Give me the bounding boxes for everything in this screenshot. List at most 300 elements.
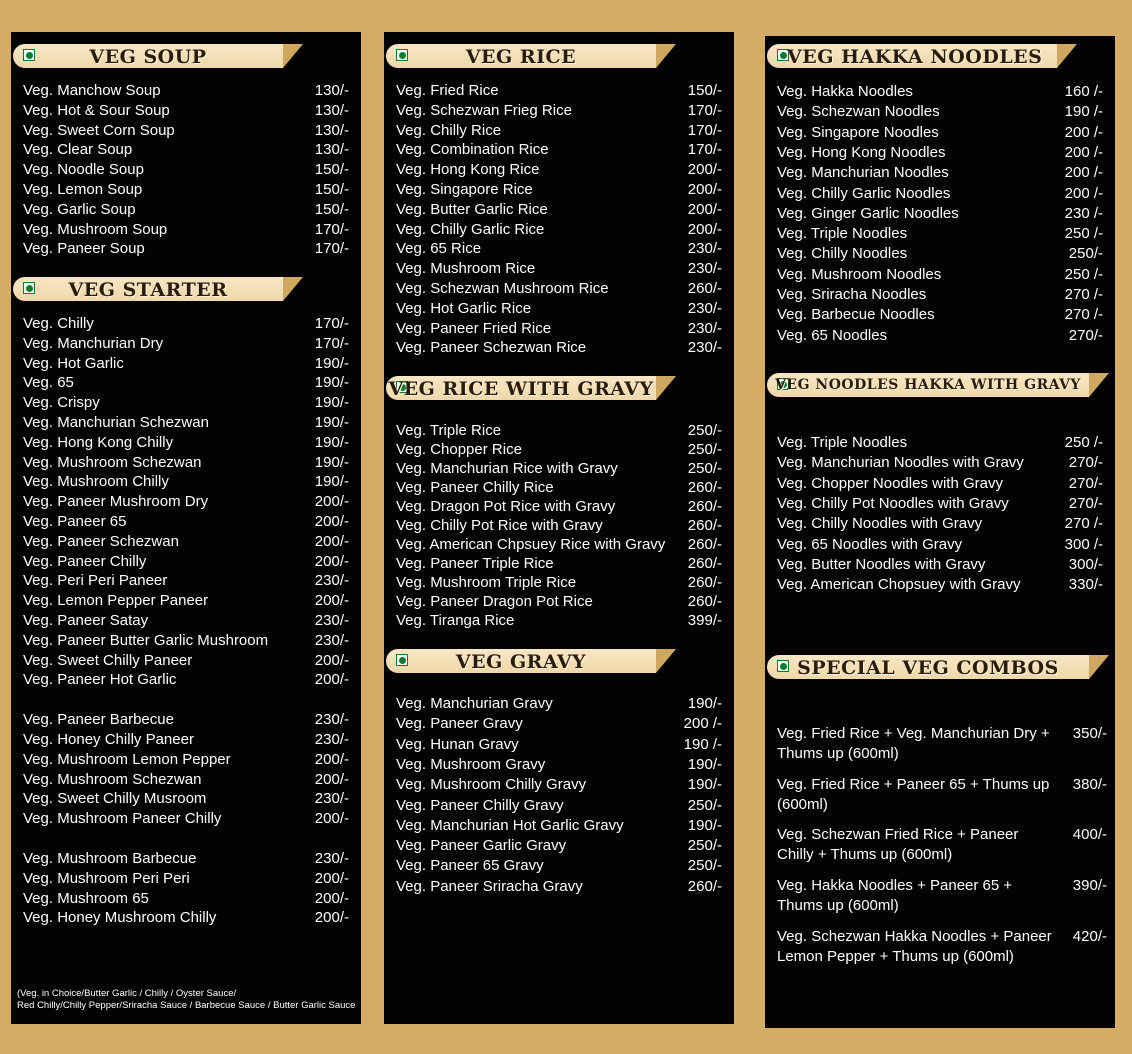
item-name: Veg. Paneer Hot Garlic: [23, 671, 177, 689]
item-price: 230/-: [314, 572, 349, 590]
item-name: Veg. Chilly Pot Noodles with Gravy: [777, 494, 1009, 512]
menu-item: [396, 180, 722, 200]
item-name: Veg. Clear Soup: [23, 141, 133, 159]
item-name: Veg. 65 Noodles with Gravy: [777, 535, 963, 553]
section-title: VEG STARTER: [68, 279, 228, 301]
section-banner-veg-noodles-hakka-with-gravy: [767, 373, 1089, 397]
section-banner-veg-rice-with-gravy: [386, 376, 656, 400]
menu-item: [23, 889, 349, 909]
item-price: 250 /-: [1064, 265, 1103, 283]
menu-item: [23, 512, 349, 532]
menu-item: [777, 474, 1103, 494]
item-name: Veg. Mushroom Schezwan: [23, 770, 202, 788]
item-price: 200 /-: [1064, 164, 1103, 182]
item-name: Veg. Schezwan Frieg Rice: [396, 101, 572, 119]
section-banner-veg-hakka-noodles: [767, 44, 1057, 68]
item-name: Veg. Butter Noodles with Gravy: [777, 555, 986, 573]
item-price: 230/-: [314, 711, 349, 729]
menu-item: [396, 836, 722, 856]
menu-item: [396, 478, 722, 498]
item-price: 260/-: [687, 536, 722, 553]
item-name: Veg. Paneer Dragon Pot Rice: [396, 593, 593, 610]
item-price: 260/-: [687, 517, 722, 534]
menu-item: [777, 494, 1103, 514]
item-name: Veg. Triple Rice: [396, 422, 502, 439]
menu-item: [396, 140, 722, 160]
item-price: 270/-: [1068, 454, 1103, 472]
item-name: Veg. 65: [23, 374, 74, 392]
menu-item: [396, 160, 722, 180]
item-name: Veg. Chilly Pot Rice with Gravy: [396, 517, 603, 534]
menu-item: [23, 314, 349, 334]
item-name: Veg. Hot & Sour Soup: [23, 101, 170, 119]
item-price: 130/-: [314, 121, 349, 139]
item-price: 150/-: [314, 161, 349, 179]
item-price: 130/-: [314, 141, 349, 159]
item-name: Veg. Paneer Soup: [23, 240, 145, 258]
item-name: Veg. Paneer Mushroom Dry: [23, 493, 209, 511]
item-price: 270/-: [1068, 326, 1103, 344]
combo-price: 420/-: [1072, 927, 1107, 945]
item-price: 190/-: [314, 433, 349, 451]
item-name: Veg. Manchurian Noodles: [777, 164, 949, 182]
item-name: Veg. Garlic Soup: [23, 200, 136, 218]
menu-item: [777, 224, 1103, 244]
menu-item: [777, 285, 1103, 305]
item-price: 170/-: [687, 141, 722, 159]
item-price: 270/-: [1068, 474, 1103, 492]
menu-item: [23, 393, 349, 413]
item-price: 330/-: [1068, 576, 1103, 594]
item-name: Veg. Hong Kong Noodles: [777, 143, 946, 161]
item-name: Veg. Schezwan Noodles: [777, 103, 940, 121]
menu-item: [396, 200, 722, 220]
item-name: Veg. Mushroom Lemon Pepper: [23, 750, 231, 768]
item-name: Veg. Noodle Soup: [23, 161, 144, 179]
menu-item: [23, 611, 349, 631]
item-name: Veg. Hunan Gravy: [396, 735, 519, 753]
menu-item: [23, 651, 349, 671]
item-name: Veg. Singapore Noodles: [777, 123, 939, 141]
combo-price: 350/-: [1072, 725, 1107, 742]
note-line: (Veg. in Choice/Butter Garlic / Chilly / Oyster Sauce/: [17, 988, 237, 999]
item-price: 399/-: [687, 612, 722, 629]
combo-name: Veg. Schezwan Hakka Noodles + Paneer Lemon Pepper + Thums up (600ml): [777, 927, 1052, 965]
menu-item: [23, 730, 349, 750]
item-name: Veg. American Chopsuey with Gravy: [777, 576, 1021, 594]
menu-item: [396, 101, 722, 121]
combo-price: 390/-: [1072, 877, 1107, 895]
menu-item: [23, 220, 349, 240]
item-name: Veg. Manchurian Dry: [23, 334, 164, 352]
menu-item: [396, 81, 722, 101]
item-price: 200/-: [687, 220, 722, 238]
item-name: Veg. Mushroom Schezwan: [23, 453, 202, 471]
menu-item: [396, 421, 722, 441]
menu-item: [23, 908, 349, 928]
menu-item: [396, 279, 722, 299]
menu-item: [396, 611, 722, 631]
menu-item: [396, 694, 722, 714]
section-banner-veg-gravy: [386, 649, 656, 673]
item-price: 230/-: [687, 299, 722, 317]
menu-item: [777, 184, 1103, 204]
item-name: Veg. Paneer 65: [23, 513, 127, 530]
menu-item: [396, 735, 722, 755]
menu-column-1: [11, 32, 361, 1024]
menu-item: [23, 239, 349, 259]
item-price: 230/-: [687, 260, 722, 278]
menu-item: [777, 143, 1103, 163]
item-price: 170/-: [314, 334, 349, 352]
item-price: 200/-: [314, 671, 349, 689]
item-name: Veg. Crispy: [23, 394, 100, 412]
menu-item: [23, 433, 349, 453]
item-price: 190/-: [687, 816, 722, 834]
combo-item: [777, 775, 1107, 815]
item-price: 170/-: [314, 220, 349, 238]
section-title: VEG SOUP: [89, 46, 207, 68]
item-name: Veg. Manchurian Schezwan: [23, 414, 209, 431]
item-price: 150/-: [314, 200, 349, 218]
item-name: Veg. Mushroom 65: [23, 889, 149, 907]
item-price: 250/-: [687, 837, 722, 855]
item-price: 250/-: [687, 460, 722, 477]
menu-item: [777, 204, 1103, 224]
item-price: 190/-: [314, 473, 349, 491]
item-name: Veg. Paneer Schezwan Rice: [396, 339, 587, 357]
item-price: 250/-: [687, 422, 722, 439]
combo-item: [777, 876, 1107, 916]
menu-item: [777, 433, 1103, 453]
item-price: 190/-: [314, 414, 349, 431]
item-price: 270 /-: [1064, 515, 1103, 533]
item-name: Veg. Manchurian Rice with Gravy: [396, 460, 618, 477]
item-name: Veg. Chopper Rice: [396, 441, 522, 458]
section-banner-special-veg-combos: [767, 655, 1089, 679]
menu-item: [396, 877, 722, 897]
item-price: 200/-: [314, 651, 349, 669]
item-price: 230/-: [687, 339, 722, 357]
menu-item: [23, 413, 349, 433]
item-price: 130/-: [314, 101, 349, 119]
item-price: 270/-: [1068, 494, 1103, 512]
item-name: Veg. Honey Mushroom Chilly: [23, 909, 217, 927]
item-price: 260/-: [687, 574, 722, 591]
combo-price: 400/-: [1072, 826, 1107, 844]
menu-item: [396, 516, 722, 536]
item-price: 170/-: [314, 240, 349, 258]
menu-item: [396, 554, 722, 574]
item-price: 190/-: [314, 453, 349, 471]
menu-item: [396, 440, 722, 460]
item-price: 200/-: [314, 552, 349, 570]
note-line: Red Chilly/Chilly Pepper/Sriracha Sauce / Barbecue Sauce / Butter Garlic Sauce: [17, 1000, 356, 1011]
item-price: 190/-: [314, 354, 349, 372]
item-name: Veg. Manchow Soup: [23, 82, 161, 99]
item-name: Veg. Manchurian Hot Garlic Gravy: [396, 816, 624, 834]
item-name: Veg. Paneer Chilly Gravy: [396, 796, 564, 814]
item-price: 250 /-: [1064, 434, 1103, 451]
item-price: 200 /-: [683, 715, 722, 733]
menu-item: [23, 770, 349, 790]
combo-item: [777, 927, 1107, 967]
menu-item: [23, 849, 349, 869]
item-price: 300 /-: [1064, 535, 1103, 553]
item-name: Veg. Hong Kong Rice: [396, 161, 540, 179]
item-price: 200/-: [314, 592, 349, 610]
item-name: Veg. Schezwan Mushroom Rice: [396, 280, 609, 297]
item-name: Veg. Mushroom Peri Peri: [23, 869, 190, 887]
item-price: 230 /-: [1064, 204, 1103, 222]
menu-item: [23, 809, 349, 829]
item-price: 200 /-: [1064, 123, 1103, 141]
menu-item: [777, 453, 1103, 473]
menu-item: [396, 573, 722, 593]
menu-item: [777, 163, 1103, 183]
item-price: 230/-: [314, 631, 349, 649]
item-price: 190 /-: [1064, 103, 1103, 121]
item-price: 170/-: [687, 101, 722, 119]
combo-item: [777, 724, 1107, 764]
item-price: 200/-: [314, 770, 349, 788]
item-name: Veg. Sweet Chilly Musroom: [23, 790, 207, 808]
menu-item: [23, 571, 349, 591]
section-title: VEG GRAVY: [455, 651, 587, 673]
item-name: Veg. Paneer Butter Garlic Mushroom: [23, 631, 269, 649]
item-name: Veg. Mushroom Rice: [396, 260, 536, 278]
menu-item: [396, 497, 722, 517]
item-name: Veg. Manchurian Gravy: [396, 695, 553, 712]
item-name: Veg. Honey Chilly Paneer: [23, 731, 194, 748]
item-name: Veg. Paneer Chilly Rice: [396, 479, 554, 496]
item-price: 190/-: [314, 374, 349, 392]
menu-item: [23, 869, 349, 889]
menu-item: [396, 319, 722, 339]
item-price: 200/-: [687, 161, 722, 179]
item-price: 160 /-: [1064, 83, 1103, 100]
item-name: Veg. Lemon Soup: [23, 181, 143, 198]
combo-name: Veg. Fried Rice + Veg. Manchurian Dry + Thums up (600ml): [777, 725, 1050, 762]
item-price: 130/-: [314, 82, 349, 99]
item-name: Veg. Dragon Pot Rice with Gravy: [396, 498, 616, 515]
item-name: Veg. Singapore Rice: [396, 181, 533, 198]
menu-item: [777, 123, 1103, 143]
item-price: 250/-: [687, 857, 722, 875]
item-name: Veg. American Chpsuey Rice with Gravy: [396, 536, 666, 553]
item-name: Veg. Mushroom Chilly Gravy: [396, 776, 587, 794]
menu-item: [23, 472, 349, 492]
item-name: Veg. Paneer Fried Rice: [396, 319, 552, 337]
item-price: 260/-: [687, 593, 722, 610]
combo-price: 380/-: [1072, 775, 1107, 793]
menu-item: [23, 492, 349, 512]
item-name: Veg. Manchurian Noodles with Gravy: [777, 454, 1024, 472]
item-name: Veg. Mushroom Chilly: [23, 473, 169, 491]
item-name: Veg. Hot Garlic: [23, 354, 124, 372]
menu-item: [396, 459, 722, 479]
item-price: 200/-: [314, 889, 349, 907]
menu-item: [396, 239, 722, 259]
menu-item: [396, 220, 722, 240]
item-price: 190/-: [687, 776, 722, 794]
menu-item: [23, 453, 349, 473]
item-price: 260/-: [687, 555, 722, 572]
item-name: Veg. Tiranga Rice: [396, 612, 515, 629]
item-price: 260/-: [687, 479, 722, 496]
combo-name: Veg. Schezwan Fried Rice + Paneer Chilly + Thums up (600ml): [777, 826, 1019, 864]
menu-item: [23, 101, 349, 121]
section-banner-veg-soup: [13, 44, 283, 68]
menu-item: [396, 535, 722, 555]
item-price: 190/-: [687, 695, 722, 712]
item-price: 250/-: [1068, 245, 1103, 263]
menu-item: [777, 102, 1103, 122]
item-price: 200 /-: [1064, 143, 1103, 161]
item-name: Veg. Chilly Garlic Noodles: [777, 184, 951, 202]
menu-item: [396, 592, 722, 612]
section-title: VEG RICE: [465, 46, 577, 68]
item-name: Veg. Chilly Garlic Rice: [396, 220, 545, 238]
menu-item: [23, 200, 349, 220]
item-price: 230/-: [314, 612, 349, 629]
item-name: Veg. Chilly Noodles: [777, 245, 908, 263]
menu-item: [23, 140, 349, 160]
menu-item: [23, 750, 349, 770]
item-name: Veg. Triple Noodles: [777, 434, 908, 451]
menu-item: [396, 259, 722, 279]
item-price: 300/-: [1068, 555, 1103, 573]
item-name: Veg. Mushroom Soup: [23, 220, 168, 238]
combo-name: Veg. Hakka Noodles + Paneer 65 + Thums up (600ml): [777, 877, 1013, 915]
item-price: 230/-: [687, 240, 722, 258]
menu-item: [23, 180, 349, 200]
item-price: 270 /-: [1064, 306, 1103, 324]
item-price: 190/-: [314, 394, 349, 412]
menu-item: [23, 670, 349, 690]
item-price: 200/-: [314, 493, 349, 511]
item-name: Veg. Paneer Chilly: [23, 552, 147, 570]
menu-item: [396, 816, 722, 836]
item-name: Veg. Chopper Noodles with Gravy: [777, 474, 1003, 492]
item-name: Veg. 65 Noodles: [777, 326, 888, 344]
item-name: Veg. Combination Rice: [396, 141, 549, 159]
menu-item: [396, 338, 722, 358]
menu-item: [23, 591, 349, 611]
item-price: 170/-: [314, 315, 349, 332]
item-name: Veg. Paneer Garlic Gravy: [396, 837, 567, 855]
menu-item: [777, 244, 1103, 264]
item-name: Veg. Chilly Noodles with Gravy: [777, 515, 983, 533]
item-name: Veg. Sweet Chilly Paneer: [23, 651, 193, 669]
item-name: Veg. Fried Rice: [396, 82, 499, 99]
item-price: 200/-: [314, 869, 349, 887]
menu-column-2: [384, 32, 734, 1024]
menu-item: [23, 81, 349, 101]
item-price: 200/-: [687, 181, 722, 198]
item-name: Veg. Mushroom Noodles: [777, 265, 942, 283]
menu-item: [777, 305, 1103, 325]
item-name: Veg. Sriracha Noodles: [777, 286, 927, 303]
item-name: Veg. Mushroom Barbecue: [23, 850, 197, 867]
menu-item: [23, 631, 349, 651]
item-name: Veg. Mushroom Paneer Chilly: [23, 810, 222, 828]
item-name: Veg. Hakka Noodles: [777, 83, 913, 100]
item-price: 200/-: [314, 532, 349, 550]
menu-item: [23, 334, 349, 354]
item-name: Veg. Hong Kong Chilly: [23, 433, 174, 451]
item-name: Veg. Paneer Schezwan: [23, 532, 179, 550]
section-title: VEG NOODLES HAKKA WITH GRAVY: [775, 377, 1081, 393]
item-name: Veg. Triple Noodles: [777, 225, 908, 243]
item-price: 250/-: [687, 796, 722, 814]
item-name: Veg. Mushroom Gravy: [396, 755, 546, 773]
menu-item: [23, 160, 349, 180]
item-price: 150/-: [314, 181, 349, 198]
menu-item: [777, 555, 1103, 575]
section-banner-veg-rice: [386, 44, 656, 68]
item-price: 150/-: [687, 82, 722, 99]
menu-item: [23, 354, 349, 374]
item-price: 170/-: [687, 121, 722, 139]
item-name: Veg. Chilly Rice: [396, 121, 502, 139]
menu-item: [396, 299, 722, 319]
item-name: Veg. Chilly: [23, 315, 94, 332]
item-price: 250 /-: [1064, 225, 1103, 243]
menu-item: [23, 552, 349, 572]
item-name: Veg. Butter Garlic Rice: [396, 200, 548, 218]
item-name: Veg. Ginger Garlic Noodles: [777, 204, 959, 222]
item-price: 190/-: [687, 755, 722, 773]
sauce-note: [17, 988, 357, 1012]
section-title: SPECIAL VEG COMBOS: [797, 657, 1059, 679]
combo-name: Veg. Fried Rice + Paneer 65 + Thums up (600ml): [777, 775, 1050, 813]
item-name: Veg. Sweet Corn Soup: [23, 121, 175, 139]
menu-item: [777, 265, 1103, 285]
item-price: 250/-: [687, 441, 722, 458]
menu-item: [23, 710, 349, 730]
menu-column-3: [765, 36, 1115, 1028]
menu-item: [23, 789, 349, 809]
item-price: 200/-: [687, 200, 722, 218]
menu-item: [777, 535, 1103, 555]
menu-item: [396, 121, 722, 141]
item-price: 260/-: [687, 280, 722, 297]
item-name: Veg. Hot Garlic Rice: [396, 299, 532, 317]
menu-item: [777, 82, 1103, 102]
item-price: 230/-: [314, 850, 349, 867]
menu-item: [23, 532, 349, 552]
item-name: Veg. Lemon Pepper Paneer: [23, 592, 209, 610]
item-price: 190 /-: [683, 735, 722, 753]
item-name: Veg. 65 Rice: [396, 240, 482, 258]
item-price: 230/-: [314, 731, 349, 748]
item-price: 200 /-: [1064, 184, 1103, 202]
item-price: 270 /-: [1064, 286, 1103, 303]
menu-item: [396, 714, 722, 734]
menu-item: [396, 775, 722, 795]
item-price: 200/-: [314, 810, 349, 828]
item-price: 200/-: [314, 750, 349, 768]
menu-item: [777, 326, 1103, 346]
section-banner-veg-starter: [13, 277, 283, 301]
menu-item: [777, 575, 1103, 595]
item-name: Veg. Mushroom Triple Rice: [396, 574, 577, 591]
menu-item: [396, 796, 722, 816]
item-name: Veg. Paneer Sriracha Gravy: [396, 877, 583, 895]
item-name: Veg. Paneer Barbecue: [23, 711, 174, 729]
combo-item: [777, 825, 1107, 865]
